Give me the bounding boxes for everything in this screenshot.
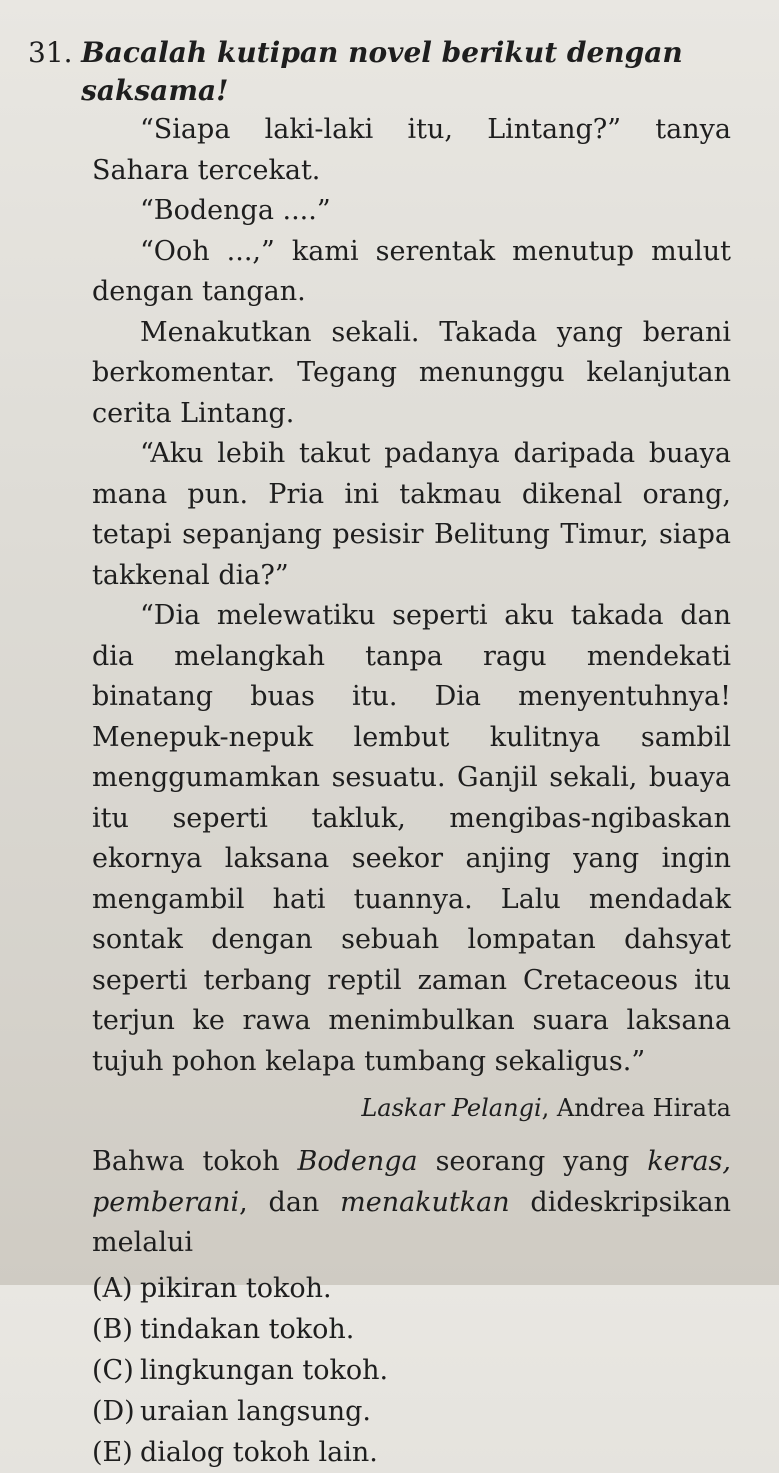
stem-trait: menakutkan xyxy=(340,1186,510,1218)
passage-paragraph: “Aku lebih takut padanya daripada buaya mana pun. Pria ini takmau dikenal orang, tetapi sepanjang pesisir Belitung Timur, siapa takkenal dia?” xyxy=(92,438,731,591)
answer-option-d[interactable] xyxy=(92,1391,731,1432)
option-text: dialog tokoh lain. xyxy=(140,1436,378,1468)
question-header xyxy=(28,34,731,110)
stem-text: , dan xyxy=(239,1186,341,1218)
answer-options xyxy=(92,1268,731,1473)
passage-paragraph: Menakutkan sekali. Takada yang berani berkomentar. Tegang menunggu kelanjutan cerita Lintang. xyxy=(92,316,731,429)
source-book-title: Laskar Pelangi xyxy=(361,1094,542,1122)
answer-option-c[interactable] xyxy=(92,1350,731,1391)
option-text: tindakan tokoh. xyxy=(140,1313,355,1345)
source-author: , Andrea Hirata xyxy=(541,1094,731,1122)
passage-paragraph: “Siapa laki-laki itu, Lintang?” tanya Sahara tercekat. xyxy=(92,114,731,186)
option-text: pikiran tokoh. xyxy=(140,1272,332,1304)
question-stem xyxy=(92,1142,731,1264)
option-text: uraian langsung. xyxy=(140,1395,372,1427)
answer-option-e[interactable] xyxy=(92,1432,731,1473)
question-number: 31. xyxy=(28,36,73,69)
stem-traits: keras, pemberani xyxy=(92,1146,731,1218)
option-text: lingkungan tokoh. xyxy=(140,1354,389,1386)
novel-excerpt xyxy=(92,110,731,1473)
option-letter: (B) xyxy=(92,1313,133,1345)
passage-paragraph: “Dia melewatiku seperti aku takada dan dia melangkah tanpa ragu mendekati binatang buas itu. Dia menyentuhnya! Menepuk-nepuk lembut kulitnya sambil menggumamkan sesuatu. Ganjil sekali, buaya itu seperti takluk, mengibas-ngibaskan ekornya laksana seekor anjing yang ingin mengambil hati tuannya. Lalu mendadak sontak dengan sebuah lompatan dahsyat seperti terbang reptil zaman Cretaceous itu terjun ke rawa menimbulkan suara laksana tujuh pohon kelapa tumbang sekaligus.” xyxy=(92,600,731,1077)
option-letter: (A) xyxy=(92,1272,133,1304)
stem-text: Bahwa tokoh xyxy=(92,1146,298,1177)
option-letter: (D) xyxy=(92,1395,135,1427)
excerpt-source xyxy=(92,1090,731,1126)
answer-option-a[interactable] xyxy=(92,1268,731,1309)
option-letter: (C) xyxy=(92,1354,134,1386)
stem-character-name: Bodenga xyxy=(297,1146,418,1177)
answer-option-b[interactable] xyxy=(92,1309,731,1350)
stem-text: seorang yang xyxy=(417,1146,648,1177)
passage-paragraph: “Ooh ...,” kami serentak menutup mulut dengan tangan. xyxy=(92,235,731,307)
stem-text: dideskripsikan melalui xyxy=(92,1186,731,1258)
passage-paragraph: “Bodenga ....” xyxy=(140,195,331,226)
question-instruction: Bacalah kutipan novel berikut dengan saksama! xyxy=(81,36,683,107)
option-letter: (E) xyxy=(92,1436,133,1468)
